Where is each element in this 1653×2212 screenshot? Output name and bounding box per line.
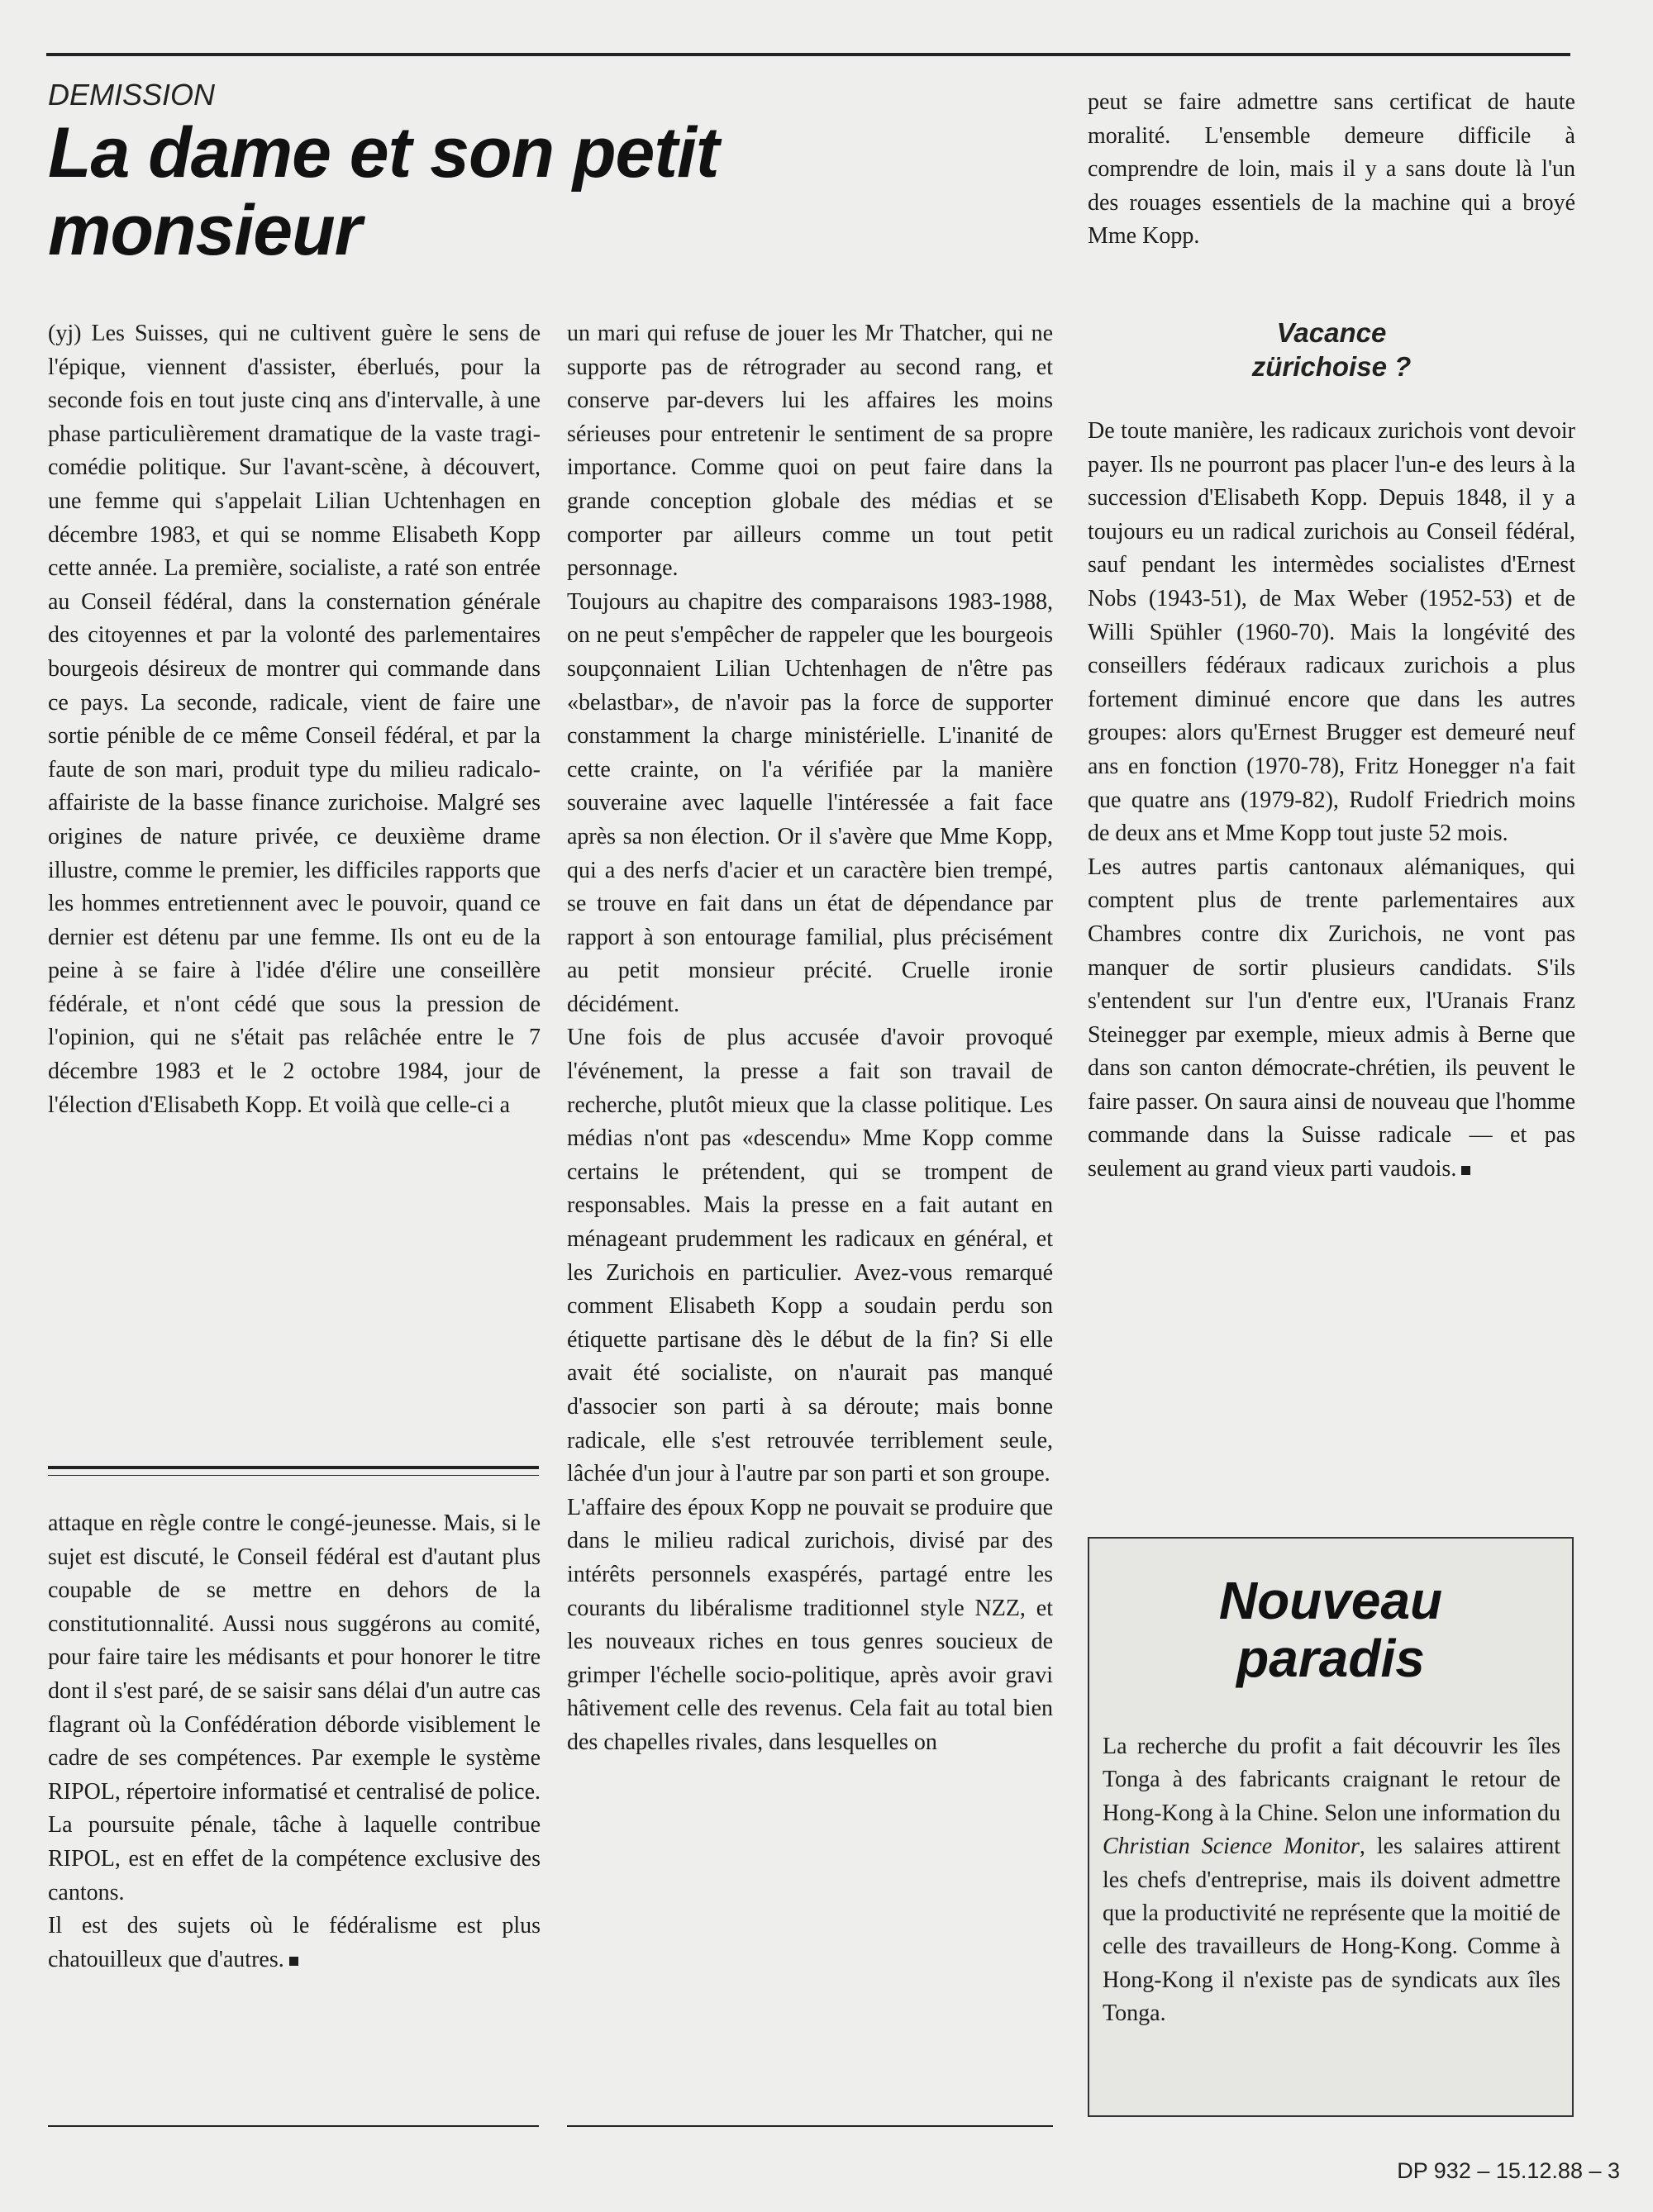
sidebar-box (1088, 1537, 1574, 2117)
end-mark-icon (289, 1957, 298, 1966)
sidebar-title-line-2: paradis (1236, 1629, 1425, 1688)
sidebar-body-text-end: , les salaires attirent les chefs d'entreprise, mais ils doivent admettre que la productivité ne représente que la moitié de celle des travailleurs de Hong-Kong. Comme à Hong-Kong il n'existe pas de syndicats aux îles Tonga. (1103, 1834, 1561, 2027)
article-paragraph: De toute manière, les radicaux zurichois vont devoir payer. Ils ne pourront pas placer l'un-e des leurs à la succession d'Elisabeth Kopp. Depuis 1848, il y a toujours eu un radical zurichois au Conseil fédéral, sauf pendant les intermèdes socialistes d'Ernest Nobs (1943-51), de Max Weber (1952-53) et de Willi Spühler (1960-70). Mais la longévité des conseillers fédéraux radicaux zurichois a plus fortement diminué encore que dans les autres groupes: alors qu'Ernest Brugger est demeuré neuf ans en fonction (1970-78), Fritz Honegger n'a fait que quatre ans (1979-82), Rudolf Friedrich moins de deux ans et Mme Kopp tout juste 52 mois. (1088, 418, 1575, 847)
headline-line-1: La dame et son petit (48, 113, 719, 193)
article-paragraph: Toujours au chapitre des comparaisons 1983-1988, on ne peut s'empêcher de rappeler que les bourgeois soupçonnaient Lilian Uchtenhagen de n'être pas «belastbar», de n'avoir pas la force de supporter constamment la charge ministérielle. L'inanité de cette crainte, on l'a vérifiée par la manière souveraine avec laquelle l'intéressée a fait face après sa non élection. Or il s'avère que Mme Kopp, qui a des nerfs d'acier et un caractère bien trempé, se trouve en fait dans un état de dépendance par rapport à son entourage familial, plus précisément au petit monsieur précité. Cruelle ironie décidément. (567, 588, 1053, 1017)
article-paragraph: (yj) Les Suisses, qui ne cultivent guère le sens de l'épique, viennent d'assister, éberlués, pour la seconde fois en tout juste cinq ans d'intervalle, à une phase particulièrement dramatique de la vaste tragi-comédie politique. Sur l'avant-scène, à découvert, une femme qui s'appelait Lilian Uchtenhagen en décembre 1983, et qui se nomme Elisabeth Kopp cette année. La première, socialiste, a raté son entrée au Conseil fédéral, dans la consternation générale des citoyennes et par la volonté des parlementaires bourgeois désireux de montrer qui commande dans ce pays. La seconde, radicale, vient de faire une sortie pénible de ce même Conseil fédéral, et par la faute de son mari, produit type du milieu radicalo-affairiste de la basse finance zurichoise. Malgré ses origines de nature privée, ce deuxième drame illustre, comme le premier, les difficiles rapports que les hommes entretiennent avec le pouvoir, quand ce dernier est détenu par une femme. Ils ont eu de la peine à se faire à l'idée d'élire une conseillère fédérale, et n'ont cédé que sous la pression de l'opinion, qui ne s'était pas relâchée entre le 7 décembre 1983 et le 2 octobre 1984, jour de l'élection d'Elisabeth Kopp. Et voilà que celle-ci a (48, 321, 541, 1118)
article-paragraph: peut se faire admettre sans certificat de haute moralité. L'ensemble demeure difficile à comprendre de loin, mais il y a sans doute là l'un des rouages essentiels de la machine qui a broyé Mme Kopp. (1088, 89, 1575, 250)
article-paragraph-final (1088, 851, 1575, 1187)
bottom-rule-col1 (48, 2125, 539, 2127)
article-paragraph-text: Les autres partis cantonaux alémaniques, qui comptent plus de trente parlementaires aux Chambres contre dix Zurichois, ne vont pas manquer de sortir plusieurs candidats. S'ils s'entendent sur l'un d'entre eux, l'Uranais Franz Steinegger par exemple, mieux admis à Berne que dans son canton démocrate-chrétien, ils peuvent le faire passer. On saura ainsi de nouveau que l'homme commande dans la Suisse radicale — et pas seulement au grand vieux parti vaudois. (1088, 854, 1575, 1182)
article-column-1 (48, 317, 541, 1122)
continued-paragraph-final (48, 1910, 541, 1977)
article-column-3 (1088, 415, 1575, 1187)
headline-line-2: monsieur (48, 191, 362, 270)
sidebar-title (1089, 1572, 1572, 1687)
sidebar-body (1103, 1730, 1560, 2031)
article-column-3-top (1088, 86, 1575, 254)
end-mark-icon (1461, 1166, 1470, 1175)
top-rule (46, 53, 1570, 56)
subheading-line-2: zürichoise ? (1251, 351, 1412, 382)
continued-paragraph: attaque en règle contre le congé-jeunesse. Mais, si le sujet est discuté, le Conseil fédéral est d'autant plus coupable de se mettre en dehors de la constitutionnalité. Aussi nous suggérons au comité, pour faire taire les médisants et pour honorer le titre dont il s'est paré, de se saisir sans délai d'un autre cas flagrant où la Confédération déborde visiblement le cadre de ses compétences. Par exemple le système RIPOL, répertoire informatisé et centralisé de police. La poursuite pénale, tâche à laquelle contribue RIPOL, est en effet de la compétence exclusive des cantons. (48, 1510, 541, 1905)
article-column-2 (567, 317, 1053, 1760)
article-kicker: DEMISSION (48, 78, 216, 112)
article-paragraph: Une fois de plus accusée d'avoir provoqué l'événement, la presse a fait son travail de recherche, plutôt mieux que la classe politique. Les médias n'ont pas «descendu» Mme Kopp comme certains le prétendent, qui se trompent de responsables. Mais la presse en a fait autant en ménageant prudemment les radicaux en général, et les Zurichois en particulier. Avez-vous remarqué comment Elisabeth Kopp a soudain perdu son étiquette partisane dès le début de la fin? Si elle avait été socialiste, on n'aurait pas manqué d'associer son parti à sa déroute; mais bonne radicale, elle s'est retrouvée terriblement seule, lâchée d'un jour à l'autre par son parti et son groupe. (567, 1025, 1053, 1487)
section-subheading (1088, 316, 1575, 383)
page-folio: DP 932 – 15.12.88 – 3 (1397, 2158, 1620, 2183)
sidebar-body-text: La recherche du profit a fait découvrir les îles Tonga à des fabricants craignant le retour de Hong-Kong à la Chine. Selon une information du (1103, 1734, 1560, 1826)
sidebar-source-name: Christian Science Monitor (1103, 1834, 1360, 1860)
sidebar-title-line-1: Nouveau (1218, 1571, 1443, 1630)
continued-paragraph-text: Il est des sujets où le fédéralisme est plus chatouilleux que d'autres. (48, 1913, 541, 1972)
article-headline (48, 114, 1048, 269)
article-paragraph: un mari qui refuse de jouer les Mr Thatcher, qui ne supporte pas de rétrograder au second rang, et conserve par-devers lui les affaires les moins sérieuses pour entretenir le sentiment de sa propre importance. Comme quoi on peut faire dans la grande conception globale des médias et se comporter par ailleurs comme un tout petit personnage. (567, 321, 1053, 582)
subheading-line-1: Vacance (1276, 317, 1387, 348)
column-separator-rule (48, 1466, 539, 1476)
bottom-rule-col2 (567, 2125, 1053, 2127)
article-paragraph: L'affaire des époux Kopp ne pouvait se produire que dans le milieu radical zurichois, divisé par des intérêts personnels exaspérés, partagé entre les courants du libéralisme traditionnel style NZZ, et les nouveaux riches en tous genres soucieux de grimper l'échelle socio-politique, après avoir gravi hâtivement celle des revenus. Cela fait au total bien des chapelles rivales, dans lesquelles on (567, 1494, 1053, 1755)
continued-article-column (48, 1507, 541, 1977)
